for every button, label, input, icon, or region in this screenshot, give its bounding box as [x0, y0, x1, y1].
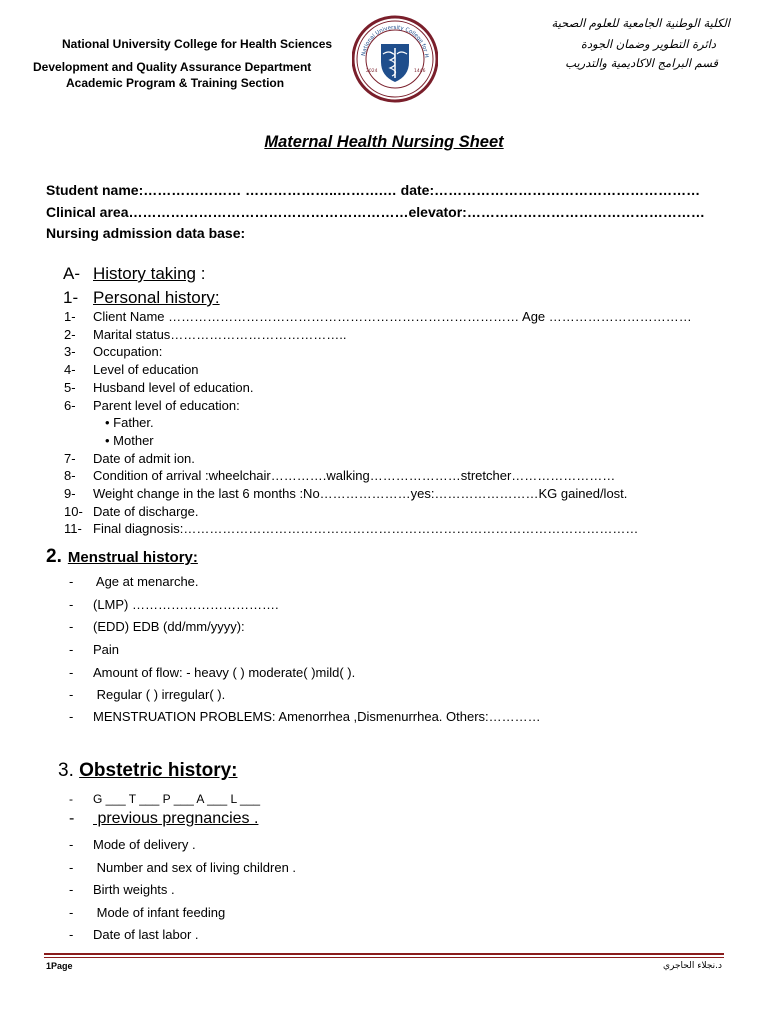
list-item-father[interactable]: • Father.	[105, 415, 154, 431]
list-item: 6- Parent level of education:	[64, 397, 240, 413]
gtpal-row: - G ___ T ___ P ___ A ___ L ___	[69, 792, 261, 806]
footer-author: د.نجلاء الحاجري	[662, 961, 722, 971]
college-name-ar: الكلية الوطنية الجامعية للعلوم الصحية	[551, 16, 730, 30]
department-name-ar: دائرة التطوير وضمان الجودة	[580, 37, 716, 51]
section-a-label: A-	[63, 264, 80, 283]
list-item: - Age at menarche.	[69, 574, 199, 589]
list-item: 11- Final diagnosis:……………………………………………………………………………………………	[64, 521, 639, 537]
section-a-suffix: :	[200, 264, 206, 283]
section-a-title: History taking	[93, 264, 196, 283]
list-item: - Birth weights .	[69, 882, 175, 897]
section-1-label: 1-	[63, 288, 79, 307]
logo-year-left: 2024	[366, 69, 378, 74]
logo-arc-text: National University College for H	[361, 24, 430, 59]
obstetric-history-heading: 3. Obstetric history:	[58, 760, 238, 781]
list-item: 7- Date of admit ion.	[64, 450, 195, 466]
list-item: - Number and sex of living children .	[69, 860, 297, 875]
list-item: - Mode of delivery .	[69, 837, 196, 852]
student-name-field[interactable]: Student name:………………… ………………..……….… date:…………………………………………………	[46, 182, 701, 198]
admission-database-label: Nursing admission data base:	[46, 225, 246, 241]
list-item: - (LMP) …………………………….	[69, 597, 279, 612]
section-name-en: Academic Program & Training Section	[66, 76, 285, 90]
menstrual-history-heading: 2. Menstrual history:	[46, 546, 198, 567]
page-title: Maternal Health Nursing Sheet	[264, 133, 504, 151]
section-1-title: Personal history:	[93, 288, 220, 307]
history-section	[63, 262, 220, 310]
list-item: 4- Level of education	[64, 362, 199, 378]
logo-year-right: 1446	[414, 69, 426, 74]
list-item: 8- Condition of arrival :wheelchair………….walking…………………stretcher……………………	[64, 468, 616, 484]
previous-pregnancies-heading: - previous pregnancies .	[69, 810, 259, 827]
list-item: - Amount of flow: - heavy ( ) moderate( )mild( ).	[69, 665, 356, 680]
list-item: - MENSTRUATION PROBLEMS: Amenorrhea ,Dismenurrhea. Others:…………	[69, 709, 541, 724]
footer-divider-thin	[44, 957, 724, 958]
student-fields	[46, 180, 705, 245]
clinical-area-field[interactable]: Clinical area……………………………………………………elevator:……………………………………………	[46, 203, 705, 220]
department-name-en: Development and Quality Assurance Department	[33, 60, 312, 74]
list-item: - Pain	[69, 642, 120, 657]
list-item: - Mode of infant feeding	[69, 905, 226, 920]
college-logo	[352, 10, 438, 108]
section-name-ar: قسم البرامج الاكاديمية والتدريب	[565, 56, 718, 70]
list-item: 2- Marital status…………………………………..	[64, 326, 347, 342]
personal-history-list	[64, 308, 692, 538]
list-item: - (EDD) EDB (dd/mm/yyyy):	[69, 619, 245, 634]
list-item: 9- Weight change in the last 6 months :No…………………yes:……………………KG gained/lost.	[64, 486, 628, 502]
list-item: 5- Husband level of education.	[64, 379, 254, 395]
list-item: - Date of last labor .	[69, 927, 199, 942]
list-item: 10- Date of discharge.	[64, 503, 199, 519]
footer-divider	[44, 953, 724, 955]
list-item: 1- Client Name ……………………………………………………………………… Age ……………………………	[64, 309, 692, 324]
college-name-en: National University College for Health Sciences	[62, 37, 333, 51]
list-item-mother[interactable]: • Mother	[105, 432, 154, 448]
list-item: - Regular ( ) irregular( ).	[69, 687, 226, 702]
page-number: 1Page	[46, 961, 73, 971]
list-item: 3- Occupation:	[64, 344, 163, 360]
